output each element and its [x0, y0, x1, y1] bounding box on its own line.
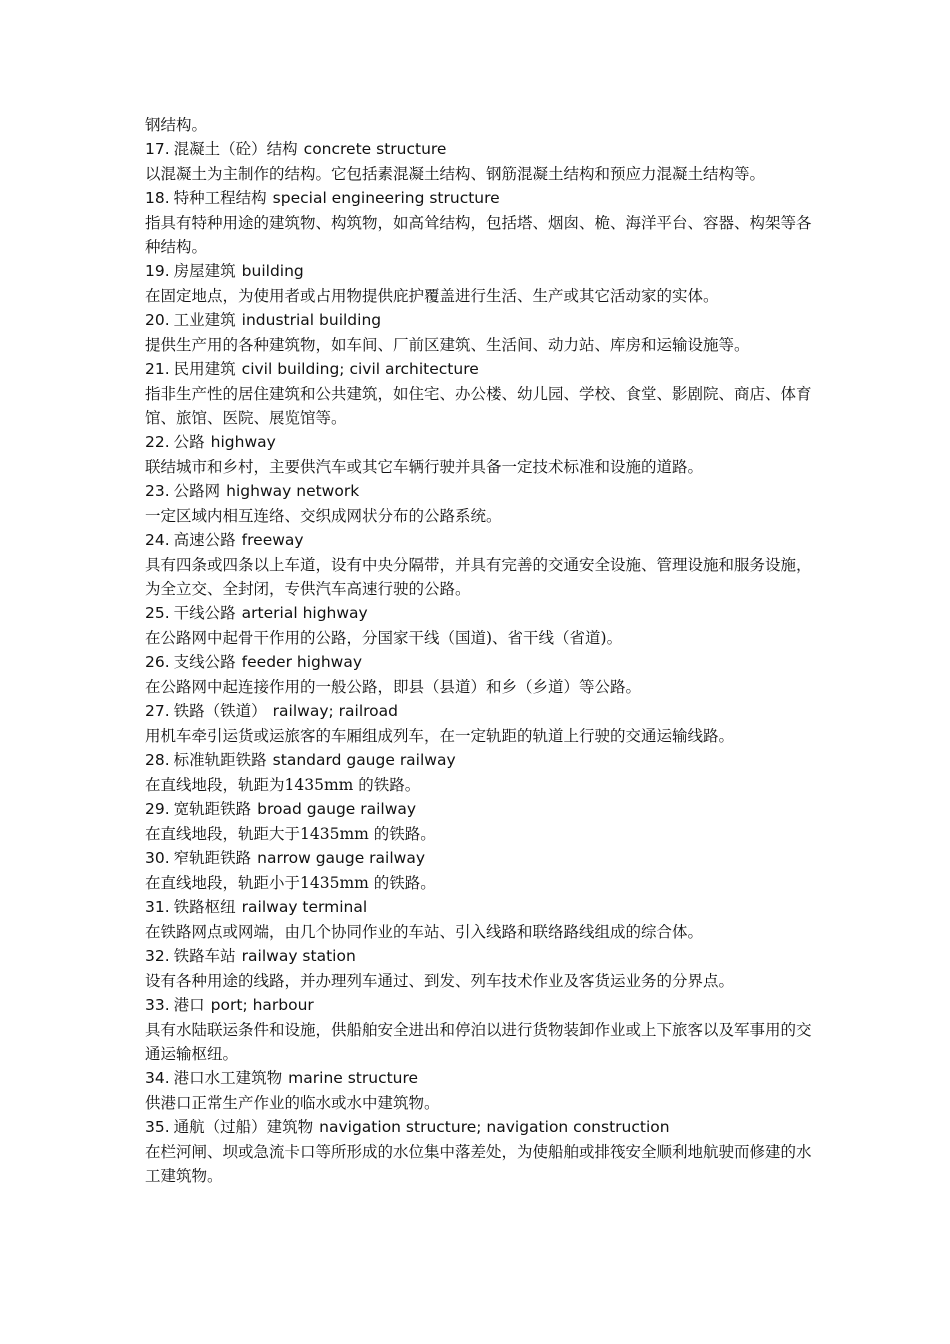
term-heading: [145, 895, 815, 920]
term-english: freeway: [241, 531, 304, 549]
term-definition: 在直线地段，轨距为1435mm 的铁路。: [145, 776, 421, 794]
term-entry: [145, 430, 815, 479]
term-english: railway station: [241, 947, 356, 965]
term-english: concrete structure: [303, 140, 447, 158]
term-number: 17.: [145, 140, 170, 158]
term-entry: [145, 259, 815, 308]
term-heading: [145, 308, 815, 333]
term-english: railway; railroad: [272, 702, 398, 720]
term-chinese: 铁路（铁道）: [173, 702, 267, 720]
term-heading: [145, 186, 815, 211]
term-number: 34.: [145, 1069, 170, 1087]
term-heading: [145, 650, 815, 675]
term-chinese: 宽轨距铁路: [173, 800, 252, 818]
term-entry: [145, 186, 815, 259]
term-heading: [145, 748, 815, 773]
term-definition: 在栏河闸、坝或急流卡口等所形成的水位集中落差处，为使船舶或排筏安全顺利地航驶而修建的水工建筑物。: [145, 1143, 812, 1185]
term-definition: 用机车牵引运货或运旅客的车厢组成列车，在一定轨距的轨道上行驶的交通运输线路。: [145, 727, 735, 745]
term-number: 19.: [145, 262, 170, 280]
term-definition: 以混凝土为主制作的结构。它包括素混凝土结构、钢筋混凝土结构和预应力混凝土结构等。: [145, 165, 766, 183]
term-entry: [145, 895, 815, 944]
term-english: industrial building: [241, 311, 382, 329]
term-heading: [145, 944, 815, 969]
term-entry: [145, 944, 815, 993]
term-number: 31.: [145, 898, 170, 916]
term-entry: [145, 1115, 815, 1188]
term-number: 25.: [145, 604, 170, 622]
term-english: navigation structure; navigation construction: [319, 1118, 670, 1136]
term-entry: [145, 137, 815, 186]
term-english: broad gauge railway: [257, 800, 417, 818]
term-chinese: 铁路车站: [173, 947, 236, 965]
term-heading: [145, 357, 815, 382]
term-english: railway terminal: [241, 898, 368, 916]
term-definition: 在公路网中起连接作用的一般公路，即县（县道）和乡（乡道）等公路。: [145, 678, 642, 696]
term-number: 33.: [145, 996, 170, 1014]
term-list: [145, 137, 815, 1188]
term-chinese: 特种工程结构: [173, 189, 267, 207]
term-definition: 联结城市和乡村，主要供汽车或其它车辆行驶并具备一定技术标准和设施的道路。: [145, 458, 704, 476]
term-entry: [145, 650, 815, 699]
term-definition: 供港口正常生产作业的临水或水中建筑物。: [145, 1094, 440, 1112]
term-entry: [145, 601, 815, 650]
term-entry: [145, 797, 815, 846]
term-chinese: 干线公路: [173, 604, 236, 622]
term-chinese: 民用建筑: [173, 360, 236, 378]
term-number: 22.: [145, 433, 170, 451]
term-english: building: [241, 262, 304, 280]
term-entry: [145, 699, 815, 748]
term-heading: [145, 601, 815, 626]
document-page: [145, 113, 815, 1188]
term-english: civil building; civil architecture: [241, 360, 479, 378]
term-chinese: 混凝土（砼）结构: [173, 140, 298, 158]
term-definition: 一定区域内相互连络、交织成网状分布的公路系统。: [145, 507, 502, 525]
term-definition: 在直线地段，轨距小于1435mm 的铁路。: [145, 874, 436, 892]
term-definition: 在固定地点，为使用者或占用物提供庇护覆盖进行生活、生产或其它活动家的实体。: [145, 287, 719, 305]
term-chinese: 高速公路: [173, 531, 236, 549]
term-definition: 具有四条或四条以上车道，设有中央分隔带，并具有完善的交通安全设施、管理设施和服务设施，为全立交、全封闭，专供汽车高速行驶的公路。: [145, 556, 812, 598]
term-definition: 在铁路网点或网端，由几个协同作业的车站、引入线路和联络路线组成的综合体。: [145, 923, 704, 941]
term-entry: [145, 993, 815, 1066]
term-english: special engineering structure: [272, 189, 500, 207]
term-number: 23.: [145, 482, 170, 500]
term-definition: 在直线地段，轨距大于1435mm 的铁路。: [145, 825, 436, 843]
term-number: 35.: [145, 1118, 170, 1136]
term-chinese: 房屋建筑: [173, 262, 236, 280]
term-english: highway: [210, 433, 276, 451]
term-chinese: 铁路枢纽: [173, 898, 236, 916]
term-heading: [145, 259, 815, 284]
term-heading: [145, 1115, 815, 1140]
term-chinese: 港口水工建筑物: [173, 1069, 283, 1087]
term-entry: [145, 528, 815, 601]
term-entry: [145, 1066, 815, 1115]
term-chinese: 通航（过船）建筑物: [173, 1118, 314, 1136]
term-chinese: 窄轨距铁路: [173, 849, 252, 867]
term-entry: [145, 357, 815, 430]
term-entry: [145, 748, 815, 797]
term-entry: [145, 308, 815, 357]
term-english: narrow gauge railway: [257, 849, 426, 867]
term-definition: 指非生产性的居住建筑和公共建筑，如住宅、办公楼、幼儿园、学校、食堂、影剧院、商店、体育馆、旅馆、医院、展览馆等。: [145, 385, 812, 427]
term-heading: [145, 528, 815, 553]
term-chinese: 港口: [173, 996, 205, 1014]
term-number: 29.: [145, 800, 170, 818]
term-number: 21.: [145, 360, 170, 378]
term-heading: [145, 846, 815, 871]
term-number: 18.: [145, 189, 170, 207]
term-number: 24.: [145, 531, 170, 549]
term-entry: [145, 846, 815, 895]
term-english: feeder highway: [241, 653, 363, 671]
term-number: 20.: [145, 311, 170, 329]
term-heading: [145, 430, 815, 455]
term-chinese: 工业建筑: [173, 311, 236, 329]
term-heading: [145, 137, 815, 162]
intro-text: 钢结构。: [145, 116, 208, 134]
term-heading: [145, 993, 815, 1018]
term-chinese: 公路网: [173, 482, 221, 500]
term-heading: [145, 797, 815, 822]
term-english: port; harbour: [210, 996, 314, 1014]
term-number: 32.: [145, 947, 170, 965]
term-definition: 在公路网中起骨干作用的公路，分国家干线（国道)、省干线（省道)。: [145, 629, 623, 647]
term-definition: 具有水陆联运条件和设施，供船舶安全进出和停泊以进行货物装卸作业或上下旅客以及军事用的交通运输枢纽。: [145, 1021, 812, 1063]
term-entry: [145, 479, 815, 528]
term-number: 26.: [145, 653, 170, 671]
term-english: arterial highway: [241, 604, 368, 622]
term-chinese: 标准轨距铁路: [173, 751, 267, 769]
term-heading: [145, 699, 815, 724]
term-heading: [145, 479, 815, 504]
term-chinese: 支线公路: [173, 653, 236, 671]
term-number: 27.: [145, 702, 170, 720]
term-english: marine structure: [288, 1069, 419, 1087]
term-number: 30.: [145, 849, 170, 867]
term-number: 28.: [145, 751, 170, 769]
term-definition: 提供生产用的各种建筑物，如车间、厂前区建筑、生活间、动力站、库房和运输设施等。: [145, 336, 750, 354]
term-english: standard gauge railway: [272, 751, 456, 769]
term-heading: [145, 1066, 815, 1091]
term-definition: 指具有特种用途的建筑物、构筑物，如高耸结构，包括塔、烟囱、桅、海洋平台、容器、构架等各种结构。: [145, 214, 812, 256]
term-definition: 设有各种用途的线路，并办理列车通过、到发、列车技术作业及客货运业务的分界点。: [145, 972, 735, 990]
term-chinese: 公路: [173, 433, 205, 451]
term-english: highway network: [226, 482, 360, 500]
